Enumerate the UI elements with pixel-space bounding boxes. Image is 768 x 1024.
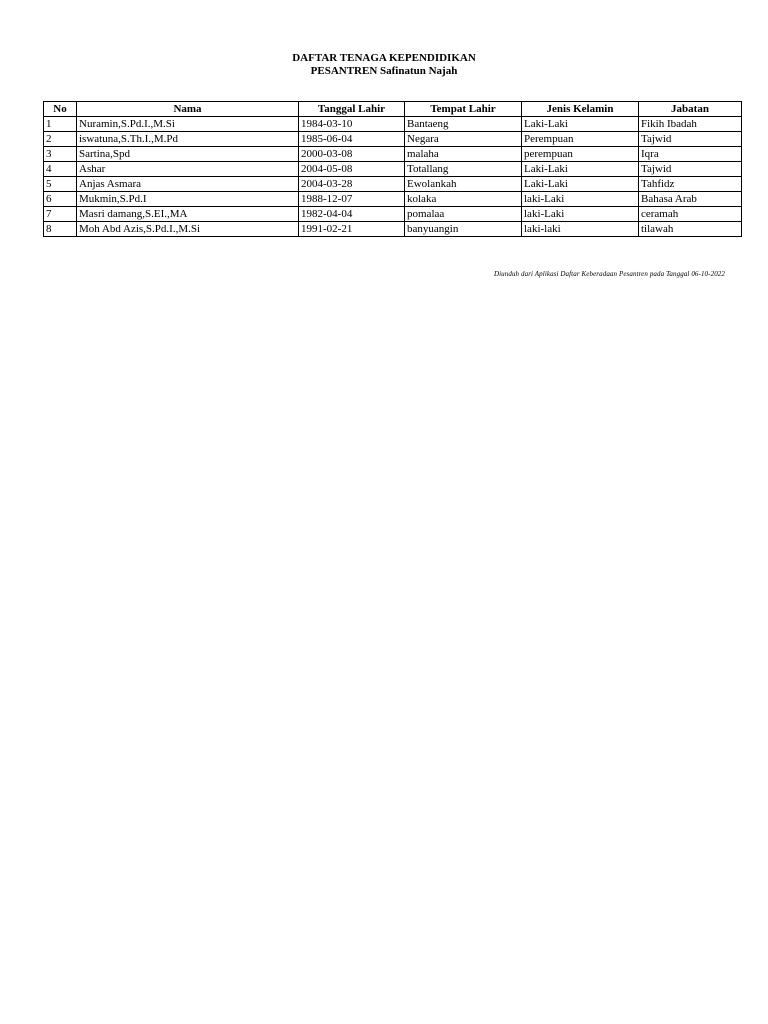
column-header-tanggal-lahir: Tanggal Lahir [299, 102, 405, 117]
cell-no: 7 [44, 207, 77, 222]
staff-table [43, 101, 742, 237]
cell-jabatan: Tajwid [639, 162, 742, 177]
column-header-nama: Nama [77, 102, 299, 117]
cell-tanggal-lahir: 1988-12-07 [299, 192, 405, 207]
cell-jabatan: ceramah [639, 207, 742, 222]
cell-jenis-kelamin: Laki-Laki [522, 162, 639, 177]
cell-nama: iswatuna,S.Th.I.,M.Pd [77, 132, 299, 147]
cell-tempat-lahir: Bantaeng [405, 117, 522, 132]
table-row [44, 222, 742, 237]
table-row [44, 162, 742, 177]
table-row [44, 207, 742, 222]
document-title: DAFTAR TENAGA KEPENDIDIKAN [292, 52, 476, 64]
document-header [0, 52, 768, 78]
cell-tempat-lahir: malaha [405, 147, 522, 162]
cell-nama: Ashar [77, 162, 299, 177]
cell-no: 5 [44, 177, 77, 192]
cell-jabatan: tilawah [639, 222, 742, 237]
cell-no: 4 [44, 162, 77, 177]
cell-nama: Mukmin,S.Pd.I [77, 192, 299, 207]
download-note: Diunduh dari Aplikasi Daftar Keberadaan Pesantren pada Tanggal 06-10-2022 [493, 270, 725, 278]
cell-no: 1 [44, 117, 77, 132]
cell-tempat-lahir: Totallang [405, 162, 522, 177]
cell-tempat-lahir: Negara [405, 132, 522, 147]
cell-jenis-kelamin: laki-laki [522, 222, 639, 237]
cell-tempat-lahir: kolaka [405, 192, 522, 207]
table-row [44, 132, 742, 147]
cell-tanggal-lahir: 2004-05-08 [299, 162, 405, 177]
cell-tanggal-lahir: 1982-04-04 [299, 207, 405, 222]
cell-jabatan: Tajwid [639, 132, 742, 147]
cell-tanggal-lahir: 2004-03-28 [299, 177, 405, 192]
column-header-tempat-lahir: Tempat Lahir [405, 102, 522, 117]
cell-no: 6 [44, 192, 77, 207]
cell-jabatan: Iqra [639, 147, 742, 162]
table-row [44, 117, 742, 132]
cell-no: 3 [44, 147, 77, 162]
cell-jenis-kelamin: laki-Laki [522, 192, 639, 207]
cell-nama: Masri damang,S.EI.,MA [77, 207, 299, 222]
table-row [44, 177, 742, 192]
cell-tanggal-lahir: 1985-06-04 [299, 132, 405, 147]
cell-jenis-kelamin: perempuan [522, 147, 639, 162]
cell-jabatan: Bahasa Arab [639, 192, 742, 207]
cell-tempat-lahir: Ewolankah [405, 177, 522, 192]
cell-no: 2 [44, 132, 77, 147]
cell-jabatan: Tahfidz [639, 177, 742, 192]
cell-tempat-lahir: banyuangin [405, 222, 522, 237]
table-row [44, 192, 742, 207]
column-header-no: No [44, 102, 77, 117]
cell-tempat-lahir: pomalaa [405, 207, 522, 222]
cell-jenis-kelamin: Perempuan [522, 132, 639, 147]
cell-jenis-kelamin: laki-Laki [522, 207, 639, 222]
column-header-jenis-kelamin: Jenis Kelamin [522, 102, 639, 117]
table-header-row [44, 102, 742, 117]
table-row [44, 147, 742, 162]
cell-no: 8 [44, 222, 77, 237]
cell-tanggal-lahir: 1991-02-21 [299, 222, 405, 237]
cell-nama: Moh Abd Azis,S.Pd.I.,M.Si [77, 222, 299, 237]
cell-jenis-kelamin: Laki-Laki [522, 177, 639, 192]
cell-tanggal-lahir: 2000-03-08 [299, 147, 405, 162]
cell-nama: Anjas Asmara [77, 177, 299, 192]
cell-nama: Sartina,Spd [77, 147, 299, 162]
cell-tanggal-lahir: 1984-03-10 [299, 117, 405, 132]
cell-jabatan: Fikih Ibadah [639, 117, 742, 132]
cell-nama: Nuramin,S.Pd.I.,M.Si [77, 117, 299, 132]
cell-jenis-kelamin: Laki-Laki [522, 117, 639, 132]
document-subtitle: PESANTREN Safinatun Najah [310, 65, 458, 77]
column-header-jabatan: Jabatan [639, 102, 742, 117]
